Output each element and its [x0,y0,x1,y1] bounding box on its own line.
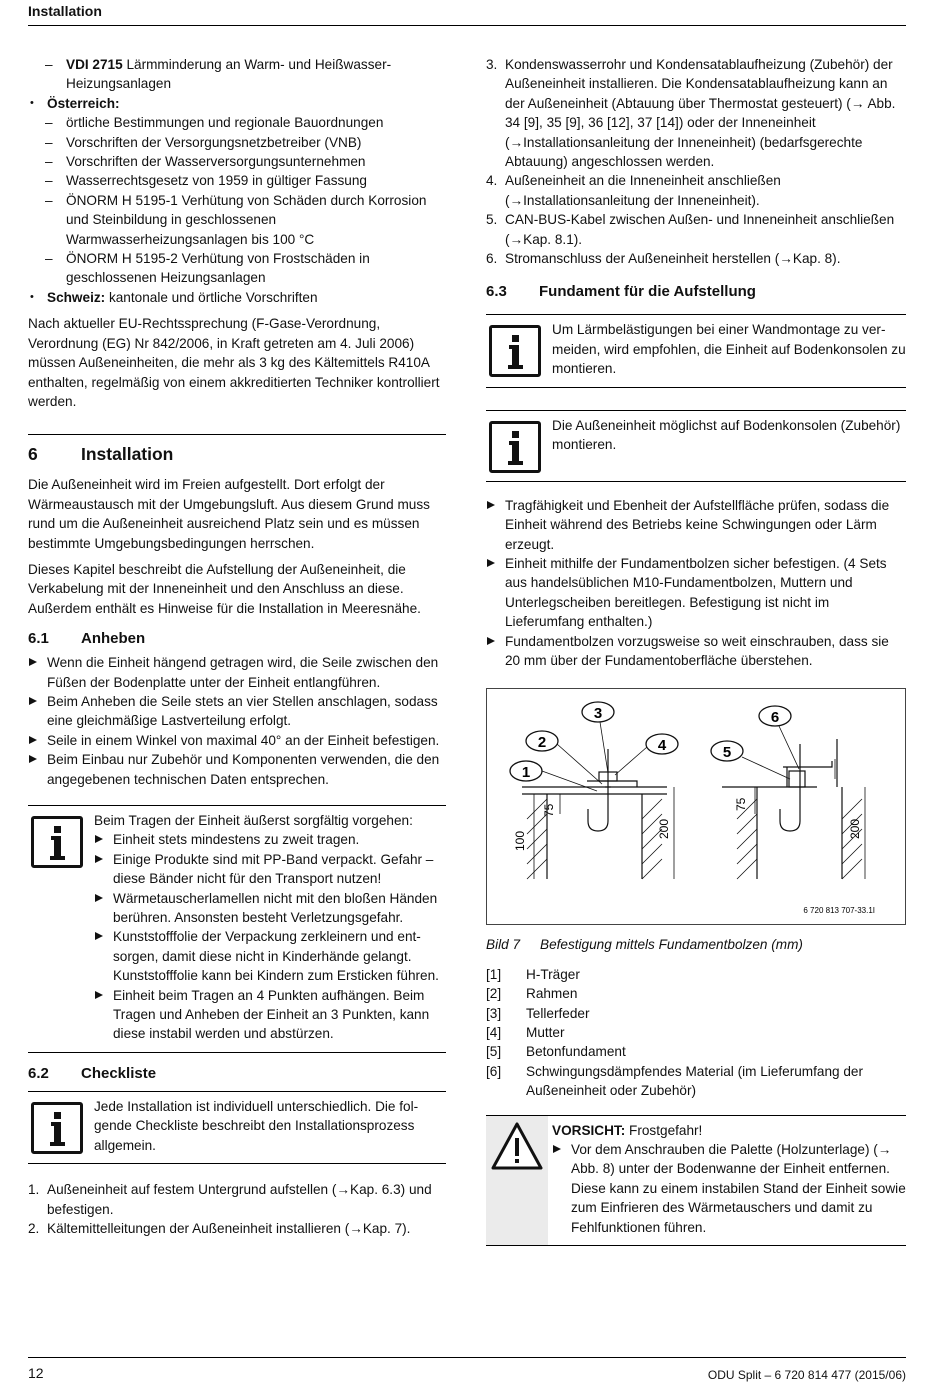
callout-4: 4 [657,737,667,755]
paragraph: Die Außeneinheit wird im Freien aufgestellt. Dort erfolgt der Wärmeaustausch mit der Umgebungsluft. Aus diesem Grund muss rund um die Außeneinheit ausreichend Platz sein und es müssen bestimmte Umgebungsbedingungen herrschen. [28,477,430,551]
list-item: Vor dem Anschrauben die Palette (Holzunterlage) (→ Abb. 8) unter der Bodenwanne der Einheit entfernen. Diese kann zu einem instabilen Stand der Einheit sowie zum Einfrieren des Wärmetauschers und damit zu Fehlfunktionen führen. [552,1140,906,1237]
list-item: Einheit mithilfe der Fundamentbolzen sicher befestigen. (4 Sets aus handelsüblichen M10-Fundamentbolzen, Muttern und Unterlegscheiben bereitlegen. Befestigung ist nicht im Lieferumfang enthalten.) [486,554,906,632]
list-item: Seile in einem Winkel von maximal 40° an der Einheit befestigen. [28,731,446,750]
list-item: 4. Außeneinheit an die Inneneinheit anschließen (→Installationsanleitung der Inneneinheit). [486,173,781,208]
list-item: Einheit beim Tragen an 4 Punkten aufhängen. Beim Tragen und Anheben der Einheit an 3 Punkten, kann diese instabil werden und abstürzen. [94,986,446,1044]
callout-5: 5 [722,744,732,762]
info-box: Jede Installation ist individuell unterschiedlich. Die folgende Checkliste beschreibt den Installationsprozess allgemein. [28,1091,446,1164]
legend-item: [3] Tellerfeder [486,1005,590,1021]
info-icon [31,816,83,868]
figure-code: 6 720 813 707-33.1I [803,906,875,916]
list-item: • Schweiz: kantonale und örtliche Vorschriften [28,288,446,307]
subsection-heading: 6.3 Fundament für die Aufstellung [486,283,756,301]
dim-label: 75 [734,797,748,812]
list-item: 3. Kondenswasserrohr und Kondensatablaufheizung (Zubehör) der Außeneinheit installieren. Die Kondensatablaufheizung kann an der Außeneinheit (Abtauung über Thermostat gesteuert) (→ Abb. 34 [9], 35 [9], 36 [12], 37 [14]) oder der Inneneinheit (→Installationsanleitung der Inneneinheit) (bedarfsgerechte Abtauung) angeschlossen werden. [486,57,896,170]
legend-item: [2] Rahmen [486,986,578,1002]
figure-caption: Bild 7 Befestigung mittels Fundamentbolzen (mm) [486,937,803,953]
warning-box: VORSICHT: Frostgefahr! Vor dem Anschrauben die Palette (Holzunterlage) (→ Abb. 8) unter der Bodenwanne der Einheit entfernen. Diese kann zu einem instabilen Stand der Einheit sowie zum Einfrieren des Wärmetauschers und damit zu Fehlfunktionen führen. [486,1115,906,1246]
warning-icon [486,1116,548,1176]
foundation-bolt-figure [486,688,906,925]
list-item: Beim Einbau nur Zubehör und Komponenten verwenden, die den angegebenen technischen Daten entsprechen. [28,750,446,789]
paragraph: Dieses Kapitel beschreibt die Aufstellung der Außeneinheit, die Verkabelung mit der Inneneinheit und den Anschluss an diese. Außerdem enthält es Hinweise für die Installation in Meeresnähe. [28,561,421,616]
info-box: Beim Tragen der Einheit äußerst sorgfältig vorgehen: Einheit stets mindestens zu zweit tragen. Einige Produkte sind mit PP-Band verpackt. Gefahr – diese Bänder nicht für den Transport nutzen! Wärmetauscherlamellen nicht mit den bloßen Händen berühren. Ansonsten besteht Verletzungsgefahr. Kunststofffolie der Verpackung zerkleinern und entsorgen, damit diese nicht in Kinderhände gelangt. Kunststofffolie kann bei Kindern zum Ersticken führen. Einheit beim Tragen an 4 Punkten aufhängen. Beim Tragen und Anheben der Einheit an 3 Punkten, kann diese instabil werden und abstürzen. [28,805,446,1053]
list-item: Wenn die Einheit hängend getragen wird, die Seile zwischen den Füßen der Bodenplatte unter der Einheit entlangführen. [28,653,446,692]
list-item: Einheit stets mindestens zu zweit tragen. [94,830,446,849]
info-box: Die Außeneinheit möglichst auf Bodenkonsolen (Zubehör) montieren. [486,410,906,482]
dim-label: 200 [848,819,862,840]
list-item: – Wasserrechtsgesetz von 1959 in gültiger Fassung [28,171,446,190]
dim-label: 75 [542,803,556,818]
info-icon [489,421,541,473]
header-rule [28,25,906,26]
list-item: 1. Außeneinheit auf festem Untergrund aufstellen (→Kap. 6.3) und befestigen. [28,1182,432,1217]
footer-rule [28,1357,906,1358]
list-item: – ÖNORM H 5195-2 Verhütung von Frostschäden in geschlossenen Heizungsanlagen [28,249,446,288]
list-item: Kunststofffolie der Verpackung zerkleinern und entsorgen, damit diese nicht in Kinderhände gelangt. Kunststofffolie kann bei Kindern zum Ersticken führen. [94,927,446,985]
list-item: • Österreich: [28,94,446,113]
legend-item: [5] Betonfundament [486,1044,626,1060]
callout-6: 6 [770,709,780,727]
subsection-heading: 6.2 Checkliste [28,1064,157,1082]
legend-item: [6] Schwingungsdämpfendes Material (im Lieferumfang der Außeneinheit oder Zubehör) [486,1063,863,1099]
page-header-title: Installation [28,3,102,19]
legend-item: [1] H-Träger [486,966,580,982]
list-item: – VDI 2715 Lärmminderung an Warm- und Heißwasser-Heizungsanlagen [28,55,446,94]
list-item: Wärmetauscherlamellen nicht mit den bloßen Händen berühren. Ansonsten besteht Verletzungsgefahr. [94,889,446,928]
list-item: 6. Stromanschluss der Außeneinheit herstellen (→Kap. 8). [486,251,841,267]
right-column [486,55,906,1254]
subsection-heading: 6.1 Anheben [28,630,146,648]
page-number: 12 [28,1365,44,1381]
info-icon [489,325,541,377]
list-item: Tragfähigkeit und Ebenheit der Aufstellfläche prüfen, sodass die Einheit während des Betriebs keine Schwingungen oder Lärm erzeugt. [486,496,906,554]
legend-item: [4] Mutter [486,1024,565,1040]
paragraph: Nach aktueller EU-Rechtssprechung (F-Gase-Verordnung, Verordnung (EG) Nr 842/2006, in Kraft getreten am 4. Juli 2006) müssen Außeneinheiten, die mehr als 3 kg des Kältemittels R410A enthalten, regelmäßig von einem akkreditierten Techniker kontrolliert werden. [28,316,440,409]
left-column [28,55,446,1238]
list-item: – örtliche Bestimmungen und regionale Bauordnungen [28,113,446,132]
section-heading: 6 Installation [28,434,446,464]
list-item: – Vorschriften der Wasserversorgungsunternehmen [28,152,446,171]
foundation-bolt-drawing [487,689,905,924]
list-item: – ÖNORM H 5195-1 Verhütung von Schäden durch Korrosion und Steinbildung in geschlossenen Warmwasserheizungsanlagen bis 100 °C [28,191,446,249]
dim-label: 200 [657,819,671,840]
list-item: – Vorschriften der Versorgungsnetzbetreiber (VNB) [28,133,446,152]
list-item: Fundamentbolzen vorzugsweise so weit einschrauben, dass sie 20 mm über der Fundamentoberfläche überstehen. [486,632,906,671]
dim-label: 100 [513,831,527,852]
list-item: 2. Kältemittelleitungen der Außeneinheit installieren (→Kap. 7). [28,1220,411,1236]
callout-3: 3 [593,705,603,723]
info-box: Um Lärmbelästigungen bei einer Wandmontage zu vermeiden, wird empfohlen, die Einheit auf Bodenkonsolen zu montieren. [486,314,906,387]
list-item: Beim Anheben die Seile stets an vier Stellen anschlagen, sodass eine gleichmäßige Lastverteilung erfolgt. [28,692,446,731]
document-id: ODU Split – 6 720 814 477 (2015/06) [707,1368,906,1382]
list-item: Einige Produkte sind mit PP-Band verpackt. Gefahr – diese Bänder nicht für den Transport nutzen! [94,850,446,889]
callout-2: 2 [537,734,547,752]
info-icon [31,1102,83,1154]
list-item: 5. CAN-BUS-Kabel zwischen Außen- und Inneneinheit anschließen (→Kap. 8.1). [486,212,895,247]
callout-1: 1 [521,764,531,782]
